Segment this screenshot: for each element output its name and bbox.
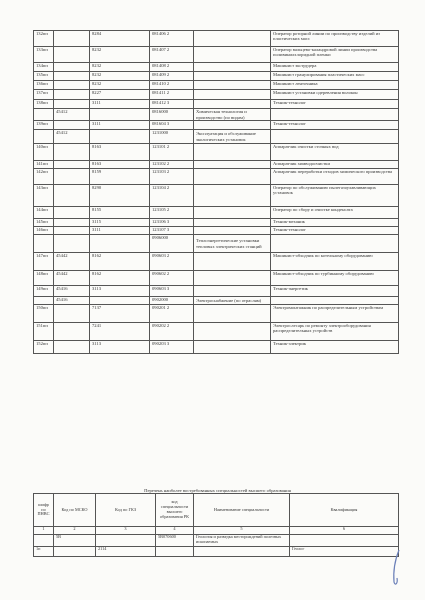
- cell-c2: [54, 323, 90, 341]
- cell-spec: Машинист гранулирования пластических масс: [271, 72, 399, 81]
- cell-desc: [194, 253, 271, 271]
- cell-c2: [54, 161, 90, 169]
- cell-c2: [54, 121, 90, 130]
- cell-desc: Теплоэнергетические установки тепловых электрических станций: [194, 235, 271, 253]
- cell-c2: [54, 47, 90, 63]
- cell-spec: Машинист экструдера: [271, 63, 399, 72]
- cell-c4: 123107 3: [150, 227, 194, 235]
- cell-c3: 8163: [90, 144, 150, 161]
- cell-c4: 123103 2: [150, 169, 194, 185]
- pen-mark-icon: [385, 548, 409, 588]
- table-row: [34, 286, 399, 297]
- cell-c4: 081411 2: [150, 90, 194, 100]
- table-row: [34, 323, 399, 341]
- table-row: [34, 169, 399, 185]
- cell-c2: [54, 144, 90, 161]
- table-row: [34, 90, 399, 100]
- cell-c2: [54, 219, 90, 227]
- cell-n: 152пп: [34, 341, 54, 354]
- higher-education-table: [33, 493, 399, 557]
- cell-spec: Аппаратчик очистки сточных вод: [271, 144, 399, 161]
- cell-c2: [54, 185, 90, 207]
- column-number: 6: [290, 527, 399, 535]
- cell-c3: 8162: [90, 271, 150, 286]
- cell-spec: Техник-электрик: [271, 341, 399, 354]
- cell-c3: 3111: [90, 121, 150, 130]
- cell-desc: [194, 161, 271, 169]
- cell-c2: [54, 235, 90, 253]
- cell-c4: 090201 2: [150, 305, 194, 323]
- cell-spec: [271, 297, 399, 305]
- cell-c2: [54, 169, 90, 185]
- cell-desc: [194, 185, 271, 207]
- cell-n: 132пп: [34, 31, 54, 47]
- cell-desc: [194, 47, 271, 63]
- table-row: [34, 121, 399, 130]
- cell-c3: [90, 235, 150, 253]
- column-number: 4: [156, 527, 194, 535]
- table-row: [34, 100, 399, 109]
- table-row: [34, 305, 399, 323]
- table-row: [34, 219, 399, 227]
- cell-c2: [54, 90, 90, 100]
- cell-c3: 8232: [90, 47, 150, 63]
- cell-desc: Химическая технология и производство (по видам): [194, 109, 271, 121]
- cell-desc: [194, 305, 271, 323]
- cell-c3: 7241: [90, 323, 150, 341]
- cell-c3: 3111: [90, 227, 150, 235]
- table-row: [34, 235, 399, 253]
- cell-c3: 8284: [90, 31, 150, 47]
- cell-c2: 45412: [54, 130, 90, 144]
- cell-c3: [90, 109, 150, 121]
- cell-c4: 081408 2: [150, 63, 194, 72]
- cell-desc: [194, 227, 271, 235]
- cell-desc: [194, 81, 271, 90]
- cell-n: 147пп: [34, 253, 54, 271]
- cell-spec: Машинист ленточника: [271, 81, 399, 90]
- cell-desc: [194, 207, 271, 219]
- cell-c3: 3111: [90, 100, 150, 109]
- cell-n: [34, 235, 54, 253]
- table-row: [34, 161, 399, 169]
- column-number: 2: [54, 527, 96, 535]
- cell-n: 143пп: [34, 185, 54, 207]
- cell-spec: Аппаратчик химводоочистки: [271, 161, 399, 169]
- cell-c2: [54, 227, 90, 235]
- cell-c2: [54, 207, 90, 219]
- cell: 5В070600: [156, 535, 194, 547]
- cell-c3: 8155: [90, 207, 150, 219]
- cell-spec: Техник-технолог: [271, 227, 399, 235]
- cell-desc: [194, 286, 271, 297]
- cell-n: [34, 109, 54, 121]
- cell: [96, 535, 156, 547]
- cell-c3: 3113: [90, 286, 150, 297]
- cell-c4: 0816000: [150, 109, 194, 121]
- cell-c4: 090603 3: [150, 286, 194, 297]
- cell-spec: [271, 130, 399, 144]
- table-row: [34, 341, 399, 354]
- cell-n: 138пп: [34, 100, 54, 109]
- cell-c2: 45416: [54, 286, 90, 297]
- cell-n: 148пп: [34, 271, 54, 286]
- cell-spec: Техник-технолог: [271, 121, 399, 130]
- cell-spec: Электромонтажник по распределительным устройствам: [271, 305, 399, 323]
- cell-n: 137пп: [34, 90, 54, 100]
- cell: 1п: [34, 547, 54, 557]
- cell-c2: [54, 341, 90, 354]
- column-number: 5: [194, 527, 290, 535]
- cell-n: [34, 130, 54, 144]
- cell-n: 145пп: [34, 219, 54, 227]
- cell-spec: Аппаратчик переработки отходов химического производства: [271, 169, 399, 185]
- cell: [34, 535, 54, 547]
- cell-c4: 081406 2: [150, 31, 194, 47]
- cell-c3: 3115: [90, 219, 150, 227]
- cell-c4: 081409 2: [150, 72, 194, 81]
- cell-n: 142пп: [34, 169, 54, 185]
- cell-c3: [90, 297, 150, 305]
- cell-spec: Техник-технолог: [271, 100, 399, 109]
- table-row: [34, 207, 399, 219]
- table-row: [34, 63, 399, 72]
- cell-c2: [54, 305, 90, 323]
- cell-c3: 8163: [90, 161, 150, 169]
- cell: Геология и разведка месторождений полезных ископаемых: [194, 535, 290, 547]
- cell-spec: Оператор по сбору и очистке конденсата: [271, 207, 399, 219]
- cell-c4: 090202 2: [150, 323, 194, 341]
- cell-desc: Эксплуатация и обслуживание экологических установок: [194, 130, 271, 144]
- cell-desc: [194, 271, 271, 286]
- header-cell: Код по МСКО: [54, 494, 96, 527]
- cell-n: 135пп: [34, 72, 54, 81]
- cell-c4: 090603 2: [150, 253, 194, 271]
- cell-spec: [271, 109, 399, 121]
- cell-c4: 081412 3: [150, 100, 194, 109]
- cell-c4: 123101 2: [150, 144, 194, 161]
- cell-c4: 0906000: [150, 235, 194, 253]
- table-row: [34, 185, 399, 207]
- cell: 5В: [54, 535, 96, 547]
- cell-c4: 081410 2: [150, 81, 194, 90]
- cell-c2: [54, 31, 90, 47]
- cell-n: 134пп: [34, 63, 54, 72]
- cell-c3: 8232: [90, 72, 150, 81]
- cell-n: 140пп: [34, 144, 54, 161]
- cell-c4: 123102 2: [150, 161, 194, 169]
- cell-n: 146пп: [34, 227, 54, 235]
- cell-desc: [194, 121, 271, 130]
- cell: [156, 547, 194, 557]
- cell-c4: 090602 2: [150, 271, 194, 286]
- table-row: [34, 144, 399, 161]
- cell-c2: [54, 100, 90, 109]
- table-row: [34, 130, 399, 144]
- cell-c2: 45442: [54, 253, 90, 271]
- cell-spec: Техник-энергетик: [271, 286, 399, 297]
- cell-c3: 8232: [90, 81, 150, 90]
- cell-c3: 8227: [90, 90, 150, 100]
- cell-c2: [54, 72, 90, 81]
- cell-spec: Оператор роторной линии по производству изделий из пластических масс: [271, 31, 399, 47]
- table-row: [34, 72, 399, 81]
- cell-c3: [90, 130, 150, 144]
- cell-desc: [194, 169, 271, 185]
- column-number: 1: [34, 527, 54, 535]
- table-row: [34, 547, 399, 557]
- cell-n: 151пп: [34, 323, 54, 341]
- cell-n: 136пп: [34, 81, 54, 90]
- cell-c2: 45412: [54, 109, 90, 121]
- cell-desc: [194, 63, 271, 72]
- cell-n: 144пп: [34, 207, 54, 219]
- table-row: [34, 535, 399, 547]
- cell-desc: [194, 90, 271, 100]
- table-row: [34, 253, 399, 271]
- header-cell: код специальности высшего образования РК: [156, 494, 194, 527]
- cell-spec: [271, 235, 399, 253]
- cell-c4: 123104 2: [150, 185, 194, 207]
- table-row: [34, 227, 399, 235]
- cell-c3: 3113: [90, 341, 150, 354]
- header-cell: Наименование специальности: [194, 494, 290, 527]
- cell-desc: [194, 323, 271, 341]
- cell-c4: 090203 3: [150, 341, 194, 354]
- cell-c4: 1231000: [150, 130, 194, 144]
- cell-desc: [194, 144, 271, 161]
- table-row: [34, 109, 399, 121]
- specialties-table: [33, 30, 399, 354]
- cell-desc: [194, 100, 271, 109]
- table-row: [34, 47, 399, 63]
- table-row: [34, 81, 399, 90]
- cell: Геолог: [290, 547, 399, 557]
- cell-desc: Электроснабжение (по отраслям): [194, 297, 271, 305]
- cell: [54, 547, 96, 557]
- table-header-row: [34, 494, 399, 527]
- header-cell: Код по ГКЗ: [96, 494, 156, 527]
- table-row: [34, 271, 399, 286]
- cell-c2: 45442: [54, 271, 90, 286]
- cell-n: [34, 297, 54, 305]
- cell-c3: 7137: [90, 305, 150, 323]
- section-2-title: Перечень наиболее востребованных специальностей высшего образования: [144, 488, 291, 493]
- cell-desc: [194, 72, 271, 81]
- cell: [194, 547, 290, 557]
- cell-n: 139пп: [34, 121, 54, 130]
- cell-spec: Машинист-обходчик по турбинному оборудованию: [271, 271, 399, 286]
- cell-n: 141пп: [34, 161, 54, 169]
- cell-c4: 123106 3: [150, 219, 194, 227]
- cell-spec: Оператор по обслуживанию пылегазоулавливающих установок: [271, 185, 399, 207]
- cell-spec: Техник-механик: [271, 219, 399, 227]
- table-row: [34, 31, 399, 47]
- cell-n: 150пп: [34, 305, 54, 323]
- cell-n: 149пп: [34, 286, 54, 297]
- cell-c3: 8232: [90, 63, 150, 72]
- cell-desc: [194, 219, 271, 227]
- cell-desc: [194, 31, 271, 47]
- cell-n: 133пп: [34, 47, 54, 63]
- cell-c3: 8162: [90, 253, 150, 271]
- cell-c2: 45416: [54, 297, 90, 305]
- cell-spec: Электрослесарь по ремонту электрооборудования распределительных устройств: [271, 323, 399, 341]
- cell: [290, 535, 399, 547]
- cell-desc: [194, 341, 271, 354]
- cell-spec: Машинист установки одеревления волокон: [271, 90, 399, 100]
- cell-c4: 0902000: [150, 297, 194, 305]
- header-cell: Квалификация: [290, 494, 399, 527]
- column-number: 3: [96, 527, 156, 535]
- cell-c4: 081407 2: [150, 47, 194, 63]
- header-cell: шифр по ПНВС: [34, 494, 54, 527]
- table-row: [34, 297, 399, 305]
- cell-c3: 8159: [90, 169, 150, 185]
- cell-c2: [54, 81, 90, 90]
- cell-c4: 081604 3: [150, 121, 194, 130]
- cell-spec: Оператор вальцево-каландровой линии производства поливинилхлоридной пленки: [271, 47, 399, 63]
- cell-spec: Машинист-обходчик по котельному оборудованию: [271, 253, 399, 271]
- cell: 2114: [96, 547, 156, 557]
- cell-c3: 8290: [90, 185, 150, 207]
- cell-c2: [54, 63, 90, 72]
- column-number-row: [34, 527, 399, 535]
- cell-c4: 123105 2: [150, 207, 194, 219]
